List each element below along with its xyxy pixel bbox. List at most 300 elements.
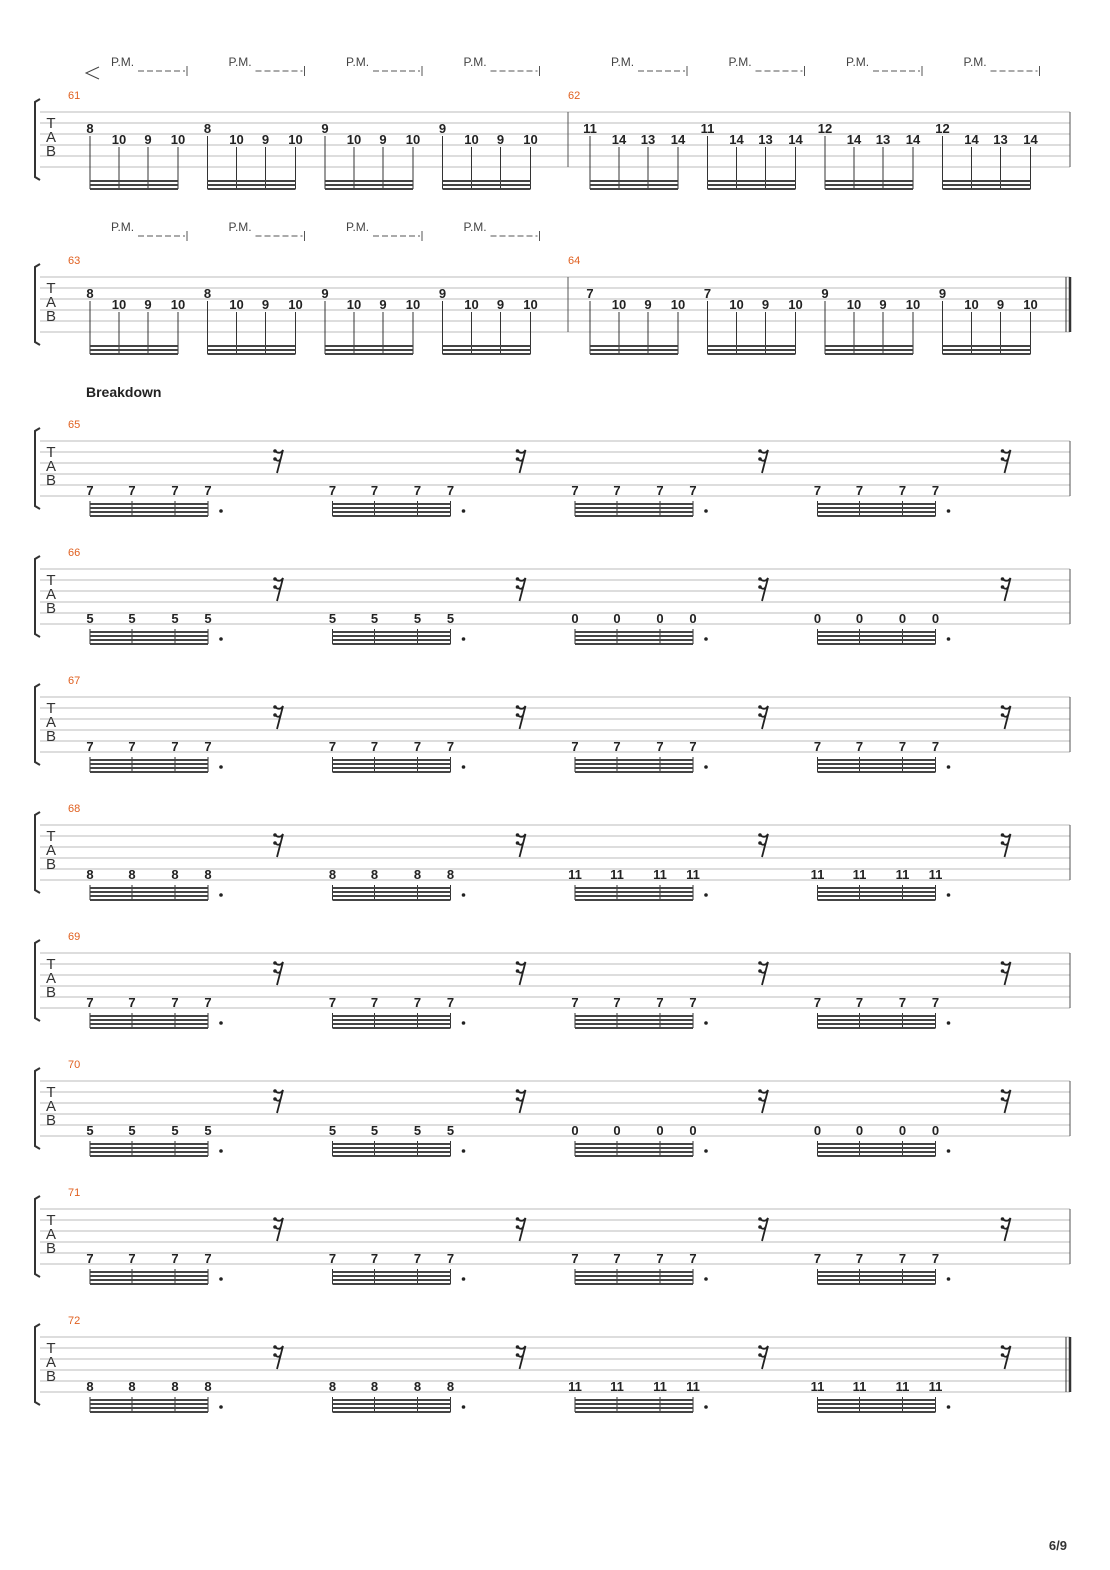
fret-number: 8 <box>128 867 136 882</box>
fret-number: 7 <box>931 739 940 754</box>
rest-icon <box>1003 962 1011 985</box>
measure-number: 69 <box>68 931 81 943</box>
tab-clef-letter: A <box>45 970 57 987</box>
fret-number: 5 <box>446 1123 455 1138</box>
system-bracket <box>35 940 40 1021</box>
dot-icon <box>947 1149 951 1153</box>
fret-number: 8 <box>328 1379 337 1394</box>
fret-number: 8 <box>446 1379 455 1394</box>
fret-number: 11 <box>928 867 943 882</box>
rest-icon <box>760 450 768 473</box>
rest-dot-icon <box>273 449 277 453</box>
fret-number: 8 <box>204 1379 212 1394</box>
fret-number: 0 <box>898 611 907 626</box>
dynamic-hairpin-icon <box>86 67 99 79</box>
fret-number: 14 <box>729 132 744 147</box>
fret-number: 0 <box>689 1123 697 1138</box>
fret-number: 5 <box>86 1123 94 1138</box>
fret-number: 7 <box>931 483 940 498</box>
fret-number: 10 <box>464 297 479 312</box>
dot-icon <box>947 893 951 897</box>
fret-number: 7 <box>204 995 212 1010</box>
rest-dot-icon <box>516 1089 520 1093</box>
fret-number: 9 <box>821 286 829 301</box>
rest-dot-icon <box>516 713 520 717</box>
rest-dot-icon <box>758 961 762 965</box>
measure-number: 67 <box>68 675 81 687</box>
fret-number: 11 <box>895 867 910 882</box>
fret-number: 9 <box>321 121 329 136</box>
rest-dot-icon <box>516 1097 520 1101</box>
fret-number: 11 <box>686 867 700 882</box>
rest-dot-icon <box>273 1089 277 1093</box>
fret-number: 7 <box>656 739 664 754</box>
fret-number: 8 <box>446 867 455 882</box>
fret-number: 7 <box>446 483 455 498</box>
tab-clef-letter: T <box>46 956 56 973</box>
tab-clef-letter: A <box>45 1226 57 1243</box>
fret-number: 11 <box>686 1379 700 1394</box>
fret-number: 14 <box>964 132 979 147</box>
fret-number: 14 <box>611 132 627 147</box>
rest-dot-icon <box>273 1353 277 1357</box>
rest-icon <box>760 1346 768 1369</box>
fret-number: 5 <box>370 611 379 626</box>
fret-number: 11 <box>852 1379 867 1394</box>
fret-number: 10 <box>288 132 303 147</box>
rest-dot-icon <box>758 457 762 461</box>
fret-number: 11 <box>610 1379 624 1394</box>
rest-dot-icon <box>516 969 520 973</box>
system-bracket <box>35 812 40 893</box>
dot-icon <box>219 1149 223 1153</box>
rest-dot-icon <box>758 841 762 845</box>
fret-number: 7 <box>86 1251 94 1266</box>
rest-dot-icon <box>273 1097 277 1101</box>
rest-icon <box>275 578 283 601</box>
rest-icon <box>275 962 283 985</box>
fret-number: 7 <box>898 995 907 1010</box>
fret-number: 5 <box>328 1123 337 1138</box>
palm-mute-label: P.M. <box>463 55 487 69</box>
rest-dot-icon <box>516 1353 520 1357</box>
fret-number: 5 <box>413 611 422 626</box>
measure-number: 63 <box>68 255 81 267</box>
dot-icon <box>462 1149 466 1153</box>
fret-number: 13 <box>875 132 891 147</box>
palm-mute-label: P.M. <box>111 220 135 234</box>
dot-icon <box>219 765 223 769</box>
rest-dot-icon <box>273 585 277 589</box>
tab-clef-letter: A <box>45 129 57 146</box>
rest-icon <box>1003 834 1011 857</box>
rest-icon <box>760 834 768 857</box>
fret-number: 10 <box>405 132 421 147</box>
fret-number: 10 <box>611 297 627 312</box>
tab-clef-letter: B <box>45 1112 57 1129</box>
palm-mute-label: P.M. <box>463 220 487 234</box>
tab-clef-letter: A <box>45 842 57 859</box>
fret-number: 9 <box>321 286 329 301</box>
fret-number: 7 <box>171 483 179 498</box>
fret-number: 8 <box>370 867 379 882</box>
fret-number: 7 <box>898 483 907 498</box>
tab-clef-letter: B <box>45 984 57 1001</box>
dot-icon <box>219 1277 223 1281</box>
fret-number: 10 <box>111 297 127 312</box>
fret-number: 8 <box>171 1379 179 1394</box>
fret-number: 0 <box>813 1123 822 1138</box>
fret-number: 11 <box>568 1379 582 1394</box>
fret-number: 10 <box>846 297 862 312</box>
fret-number: 9 <box>144 132 152 147</box>
fret-number: 7 <box>813 995 822 1010</box>
fret-number: 5 <box>446 611 455 626</box>
tab-clef-letter: T <box>46 1340 56 1357</box>
dot-icon <box>462 1277 466 1281</box>
measure-number: 64 <box>568 255 581 267</box>
fret-number: 7 <box>813 1251 822 1266</box>
fret-number: 10 <box>670 297 686 312</box>
rest-icon <box>518 706 526 729</box>
rest-dot-icon <box>516 705 520 709</box>
tab-clef-letter: B <box>45 728 57 745</box>
system-bracket <box>35 1068 40 1149</box>
fret-number: 11 <box>610 867 624 882</box>
fret-number: 10 <box>964 297 979 312</box>
fret-number: 7 <box>703 286 712 301</box>
fret-number: 13 <box>993 132 1008 147</box>
fret-number: 7 <box>613 739 621 754</box>
fret-number: 9 <box>379 297 387 312</box>
fret-number: 7 <box>86 995 94 1010</box>
dot-icon <box>947 1277 951 1281</box>
fret-number: 11 <box>810 1379 825 1394</box>
fret-number: 8 <box>413 1379 422 1394</box>
fret-number: 7 <box>328 1251 337 1266</box>
fret-number: 7 <box>855 995 864 1010</box>
measure-number: 65 <box>68 419 81 431</box>
rest-dot-icon <box>1001 841 1005 845</box>
fret-number: 7 <box>571 1251 579 1266</box>
fret-number: 0 <box>898 1123 907 1138</box>
dot-icon <box>462 509 466 513</box>
rest-dot-icon <box>758 585 762 589</box>
rest-dot-icon <box>1001 577 1005 581</box>
fret-number: 7 <box>898 739 907 754</box>
fret-number: 0 <box>931 1123 940 1138</box>
fret-number: 9 <box>438 286 447 301</box>
fret-number: 11 <box>653 1379 667 1394</box>
fret-number: 14 <box>788 132 803 147</box>
rest-dot-icon <box>273 713 277 717</box>
tab-clef-letter: B <box>45 1368 57 1385</box>
rest-dot-icon <box>516 1217 520 1221</box>
tab-clef-letter: A <box>45 586 57 603</box>
fret-number: 7 <box>128 995 136 1010</box>
fret-number: 7 <box>370 1251 379 1266</box>
rest-dot-icon <box>273 1225 277 1229</box>
fret-number: 7 <box>171 739 179 754</box>
fret-number: 7 <box>689 995 697 1010</box>
tab-clef-letter: T <box>46 115 56 132</box>
fret-number: 7 <box>689 739 697 754</box>
tab-clef-letter: B <box>45 856 57 873</box>
fret-number: 7 <box>931 995 940 1010</box>
fret-number: 9 <box>438 121 447 136</box>
rest-dot-icon <box>758 833 762 837</box>
fret-number: 7 <box>328 739 337 754</box>
fret-number: 5 <box>370 1123 379 1138</box>
fret-number: 9 <box>996 297 1005 312</box>
rest-dot-icon <box>516 961 520 965</box>
fret-number: 8 <box>171 867 179 882</box>
rest-icon <box>518 962 526 985</box>
rest-dot-icon <box>1001 449 1005 453</box>
rest-dot-icon <box>758 1353 762 1357</box>
palm-mute-label: P.M. <box>228 55 252 69</box>
rest-icon <box>518 1218 526 1241</box>
fret-number: 7 <box>128 1251 136 1266</box>
system-bracket <box>35 428 40 509</box>
tab-clef-letter: B <box>45 308 57 325</box>
fret-number: 7 <box>571 483 579 498</box>
fret-number: 0 <box>656 1123 664 1138</box>
system-bracket <box>35 1196 40 1277</box>
rest-dot-icon <box>516 1345 520 1349</box>
tab-clef-letter: B <box>45 472 57 489</box>
rest-icon <box>1003 578 1011 601</box>
rest-dot-icon <box>1001 705 1005 709</box>
fret-number: 7 <box>571 739 579 754</box>
fret-number: 7 <box>86 483 94 498</box>
tab-clef-letter: T <box>46 1212 56 1229</box>
rest-dot-icon <box>273 705 277 709</box>
fret-number: 7 <box>370 995 379 1010</box>
rest-icon <box>275 1218 283 1241</box>
fret-number: 7 <box>86 739 94 754</box>
fret-number: 7 <box>571 995 579 1010</box>
rest-dot-icon <box>273 457 277 461</box>
dot-icon <box>219 509 223 513</box>
fret-number: 7 <box>370 739 379 754</box>
fret-number: 7 <box>613 483 621 498</box>
dot-icon <box>947 509 951 513</box>
fret-number: 7 <box>128 739 136 754</box>
fret-number: 9 <box>496 132 505 147</box>
rest-dot-icon <box>273 577 277 581</box>
system-bracket <box>35 556 40 637</box>
rest-dot-icon <box>758 449 762 453</box>
fret-number: 0 <box>855 1123 864 1138</box>
fret-number: 11 <box>653 867 667 882</box>
fret-number: 8 <box>328 867 337 882</box>
tab-clef-letter: B <box>45 1240 57 1257</box>
rest-dot-icon <box>273 833 277 837</box>
rest-icon <box>275 834 283 857</box>
measure-number: 62 <box>568 90 581 102</box>
fret-number: 10 <box>729 297 744 312</box>
rest-dot-icon <box>758 1217 762 1221</box>
fret-number: 5 <box>171 1123 179 1138</box>
tab-clef-letter: A <box>45 1354 57 1371</box>
fret-number: 9 <box>261 132 270 147</box>
dot-icon <box>704 1405 708 1409</box>
fret-number: 7 <box>328 483 337 498</box>
fret-number: 11 <box>568 867 582 882</box>
fret-number: 10 <box>170 132 186 147</box>
fret-number: 5 <box>128 1123 136 1138</box>
fret-number: 14 <box>905 132 921 147</box>
fret-number: 8 <box>203 121 212 136</box>
rest-dot-icon <box>516 1225 520 1229</box>
fret-number: 13 <box>640 132 656 147</box>
fret-number: 10 <box>405 297 421 312</box>
rest-dot-icon <box>758 577 762 581</box>
dot-icon <box>704 1021 708 1025</box>
tab-clef-letter: T <box>46 700 56 717</box>
dot-icon <box>947 637 951 641</box>
dot-icon <box>462 637 466 641</box>
fret-number: 0 <box>855 611 864 626</box>
dot-icon <box>704 893 708 897</box>
system-bracket <box>35 684 40 765</box>
fret-number: 5 <box>413 1123 422 1138</box>
fret-number: 8 <box>204 867 212 882</box>
fret-number: 9 <box>496 297 505 312</box>
rest-icon <box>275 450 283 473</box>
fret-number: 7 <box>656 1251 664 1266</box>
tab-clef-letter: B <box>45 600 57 617</box>
measure-number: 68 <box>68 803 81 815</box>
fret-number: 7 <box>855 483 864 498</box>
fret-number: 7 <box>446 1251 455 1266</box>
fret-number: 7 <box>413 1251 422 1266</box>
fret-number: 7 <box>413 483 422 498</box>
fret-number: 7 <box>813 483 822 498</box>
rest-dot-icon <box>516 457 520 461</box>
system-bracket <box>35 99 40 180</box>
fret-number: 11 <box>895 1379 910 1394</box>
rest-dot-icon <box>758 969 762 973</box>
fret-number: 8 <box>128 1379 136 1394</box>
fret-number: 7 <box>613 995 621 1010</box>
fret-number: 11 <box>852 867 867 882</box>
fret-number: 7 <box>204 1251 212 1266</box>
fret-number: 9 <box>879 297 887 312</box>
dot-icon <box>219 1405 223 1409</box>
fret-number: 13 <box>758 132 773 147</box>
fret-number: 5 <box>328 611 337 626</box>
tab-clef-letter: T <box>46 444 56 461</box>
rest-icon <box>275 706 283 729</box>
fret-number: 10 <box>523 132 538 147</box>
tab-clef-letter: T <box>46 828 56 845</box>
fret-number: 12 <box>935 121 950 136</box>
fret-number: 5 <box>204 1123 212 1138</box>
fret-number: 8 <box>86 867 94 882</box>
tab-clef-letter: A <box>45 294 57 311</box>
tab-clef-letter: T <box>46 572 56 589</box>
rest-icon <box>1003 1090 1011 1113</box>
rest-dot-icon <box>273 961 277 965</box>
rest-icon <box>760 578 768 601</box>
fret-number: 0 <box>613 611 621 626</box>
rest-icon <box>518 578 526 601</box>
dot-icon <box>704 1149 708 1153</box>
dot-icon <box>462 1021 466 1025</box>
tab-clef-letter: A <box>45 458 57 475</box>
fret-number: 10 <box>523 297 538 312</box>
rest-dot-icon <box>1001 713 1005 717</box>
fret-number: 10 <box>905 297 921 312</box>
rest-icon <box>1003 1346 1011 1369</box>
fret-number: 10 <box>229 297 244 312</box>
rest-dot-icon <box>1001 1089 1005 1093</box>
rest-icon <box>760 962 768 985</box>
fret-number: 10 <box>346 132 362 147</box>
dot-icon <box>947 1405 951 1409</box>
rest-dot-icon <box>758 1225 762 1229</box>
fret-number: 7 <box>813 739 822 754</box>
fret-number: 10 <box>346 297 362 312</box>
fret-number: 7 <box>656 483 664 498</box>
fret-number: 9 <box>144 297 152 312</box>
rest-icon <box>518 1346 526 1369</box>
fret-number: 7 <box>613 1251 621 1266</box>
tab-clef-letter: A <box>45 714 57 731</box>
fret-number: 7 <box>413 739 422 754</box>
rest-dot-icon <box>273 1217 277 1221</box>
fret-number: 0 <box>613 1123 621 1138</box>
tab-clef-letter: T <box>46 280 56 297</box>
fret-number: 0 <box>571 611 579 626</box>
rest-dot-icon <box>273 969 277 973</box>
fret-number: 7 <box>855 739 864 754</box>
rest-dot-icon <box>273 1345 277 1349</box>
fret-number: 8 <box>86 286 94 301</box>
dot-icon <box>462 765 466 769</box>
fret-number: 11 <box>928 1379 943 1394</box>
palm-mute-label: P.M. <box>611 55 635 69</box>
fret-number: 11 <box>583 121 597 136</box>
rest-dot-icon <box>1001 969 1005 973</box>
fret-number: 7 <box>204 483 212 498</box>
palm-mute-label: P.M. <box>963 55 987 69</box>
fret-number: 11 <box>810 867 825 882</box>
measure-number: 72 <box>68 1315 81 1327</box>
dot-icon <box>704 637 708 641</box>
dot-icon <box>704 765 708 769</box>
rest-dot-icon <box>516 833 520 837</box>
palm-mute-label: P.M. <box>846 55 870 69</box>
fret-number: 12 <box>817 121 833 136</box>
dot-icon <box>219 637 223 641</box>
dot-icon <box>704 509 708 513</box>
rest-dot-icon <box>516 449 520 453</box>
rest-icon <box>1003 1218 1011 1241</box>
rest-dot-icon <box>1001 1225 1005 1229</box>
fret-number: 0 <box>571 1123 579 1138</box>
rest-dot-icon <box>1001 833 1005 837</box>
rest-icon <box>760 1218 768 1241</box>
measure-number: 66 <box>68 547 81 559</box>
rest-dot-icon <box>1001 457 1005 461</box>
fret-number: 7 <box>689 483 697 498</box>
rest-dot-icon <box>1001 1217 1005 1221</box>
rest-dot-icon <box>273 841 277 845</box>
fret-number: 7 <box>328 995 337 1010</box>
